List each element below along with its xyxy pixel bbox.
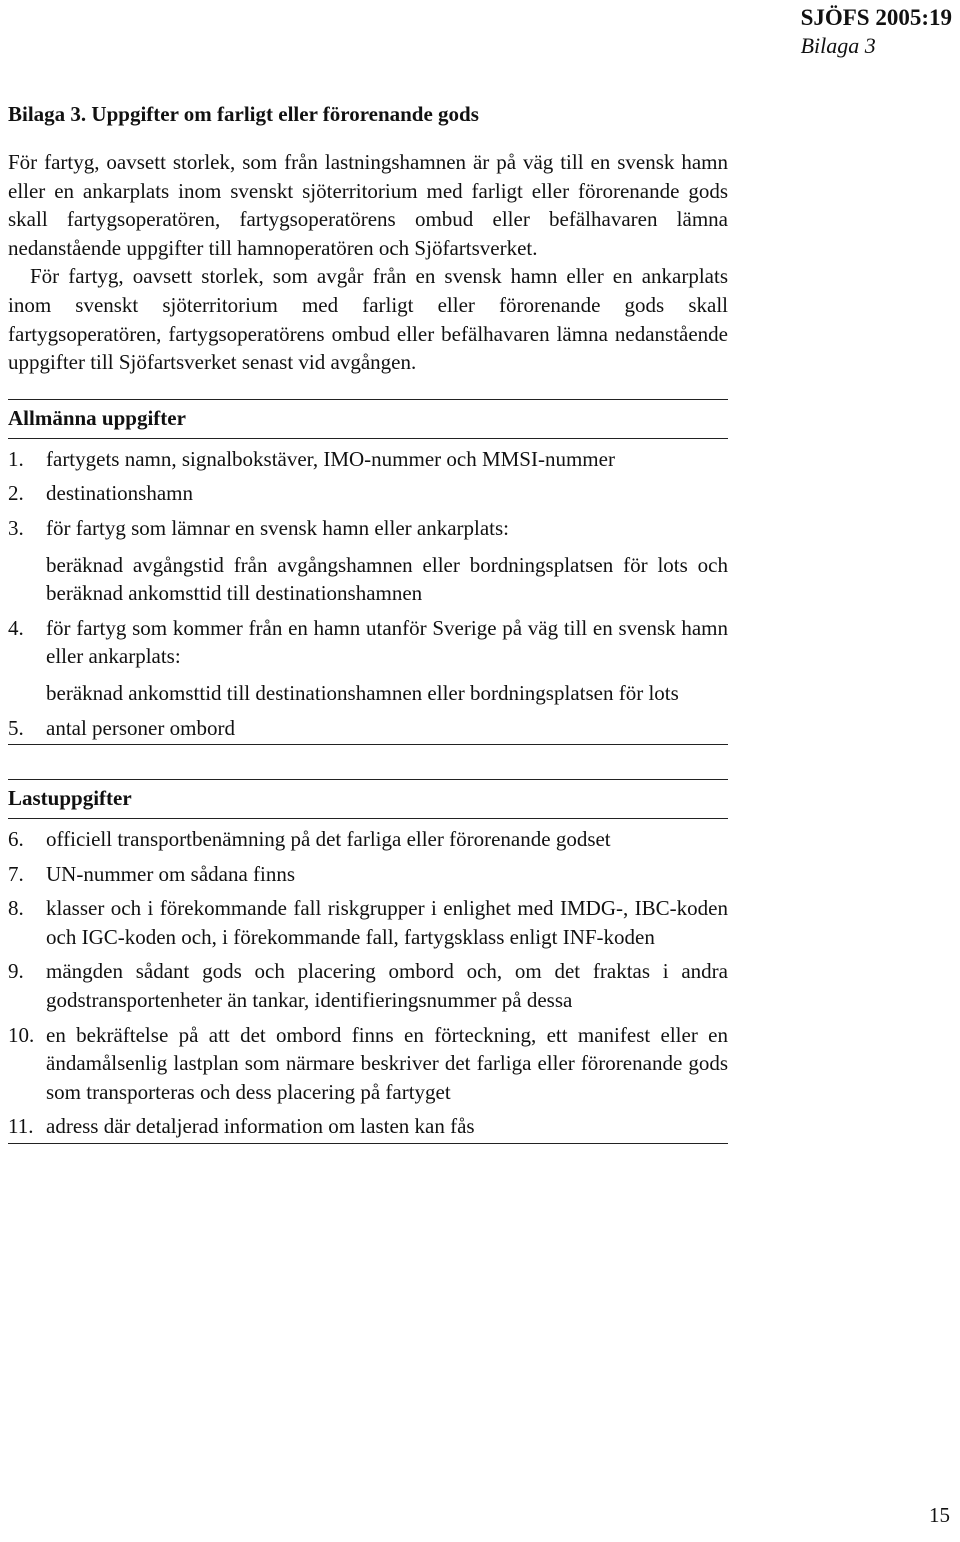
item-text: UN-nummer om sådana finns bbox=[46, 861, 296, 886]
item-text: fartygets namn, signalbokstäver, IMO-nummer och MMSI-nummer bbox=[46, 446, 615, 471]
list-item bbox=[8, 860, 728, 889]
item-text: destinationshamn bbox=[46, 481, 193, 506]
page-header bbox=[801, 4, 952, 60]
item-number: 11. bbox=[8, 1114, 34, 1139]
item-text: officiell transportbenämning på det farliga eller förorenande godset bbox=[46, 827, 611, 852]
cargo-info-table bbox=[8, 779, 728, 1144]
item-detail: beräknad avgångstid från avgångshamnen eller bordningsplatsen för lots och beräknad ankomsttid till destinationshamnen bbox=[46, 552, 728, 606]
section-title: Lastuppgifter bbox=[8, 780, 728, 819]
item-text: en bekräftelse på att det ombord finns en förteckning, ett manifest eller en ändamålsenlig lastplan som närmare beskriver det farliga eller förorenande gods som transporteras och dess placering på fartyget bbox=[46, 1022, 728, 1104]
intro-paragraph: För fartyg, oavsett storlek, som avgår från en svensk hamn eller en ankarplats inom svenskt sjöterritorium med farligt eller förorenande gods skall fartygsoperatören, fartygsoperatörens ombud eller befälhavaren lämna nedanstående uppgifter till Sjöfartsverket senast vid avgången. bbox=[8, 264, 728, 375]
item-text: för fartyg som kommer från en hamn utanför Sverige på väg till en svensk hamn eller ankarplats: bbox=[46, 615, 728, 669]
item-text: för fartyg som lämnar en svensk hamn eller ankarplats: bbox=[46, 515, 510, 540]
list-item bbox=[8, 514, 728, 608]
list-item bbox=[8, 1112, 728, 1141]
item-number: 8. bbox=[8, 896, 24, 921]
item-detail: beräknad ankomsttid till destinationshamnen eller bordningsplatsen för lots bbox=[46, 680, 679, 705]
list-item bbox=[8, 1021, 728, 1107]
item-text: antal personer ombord bbox=[46, 715, 235, 740]
item-number: 3. bbox=[8, 515, 24, 540]
appendix-label: Bilaga 3 bbox=[800, 33, 876, 58]
item-number: 7. bbox=[8, 861, 24, 886]
item-text: mängden sådant gods och placering ombord och, om det fraktas i andra godstransportenheter än tankar, identifieringsnummer på dessa bbox=[46, 959, 728, 1013]
list-item bbox=[8, 825, 728, 854]
list-item bbox=[8, 445, 728, 474]
intro-paragraph: För fartyg, oavsett storlek, som från lastningshamnen är på väg till en svensk hamn eller en ankarplats inom svenskt sjöterritorium med farligt eller förorenande gods skall fartygsoperatören, fartygsoperatörens ombud eller befälhavaren lämna nedanstående uppgifter till hamnoperatören och Sjöfartsverket. bbox=[8, 150, 728, 260]
section-title: Allmänna uppgifter bbox=[8, 400, 728, 439]
list-item bbox=[8, 614, 728, 708]
document-body bbox=[8, 100, 728, 1144]
item-text: adress där detaljerad information om lasten kan fås bbox=[46, 1114, 475, 1139]
item-number: 9. bbox=[8, 959, 24, 984]
general-info-table bbox=[8, 399, 728, 745]
page-title: Bilaga 3. Uppgifter om farligt eller förorenande gods bbox=[8, 102, 479, 126]
item-number: 5. bbox=[8, 715, 24, 740]
list-item bbox=[8, 957, 728, 1014]
list-item bbox=[8, 894, 728, 951]
item-content bbox=[46, 614, 728, 708]
list-item bbox=[8, 714, 728, 743]
item-text: klasser och i förekommande fall riskgrupper i enlighet med IMDG-, IBC-koden och IGC-koden och, i förekommande fall, fartygsklass enligt INF-koden bbox=[46, 896, 728, 949]
list-item bbox=[8, 479, 728, 508]
item-number: 10. bbox=[8, 1022, 35, 1047]
item-number: 2. bbox=[8, 481, 24, 506]
document-code: SJÖFS 2005:19 bbox=[800, 5, 952, 30]
page-number: 15 bbox=[929, 1503, 950, 1527]
item-number: 1. bbox=[8, 446, 24, 471]
item-number: 4. bbox=[8, 615, 24, 640]
item-content bbox=[46, 514, 728, 608]
item-number: 6. bbox=[8, 827, 24, 852]
